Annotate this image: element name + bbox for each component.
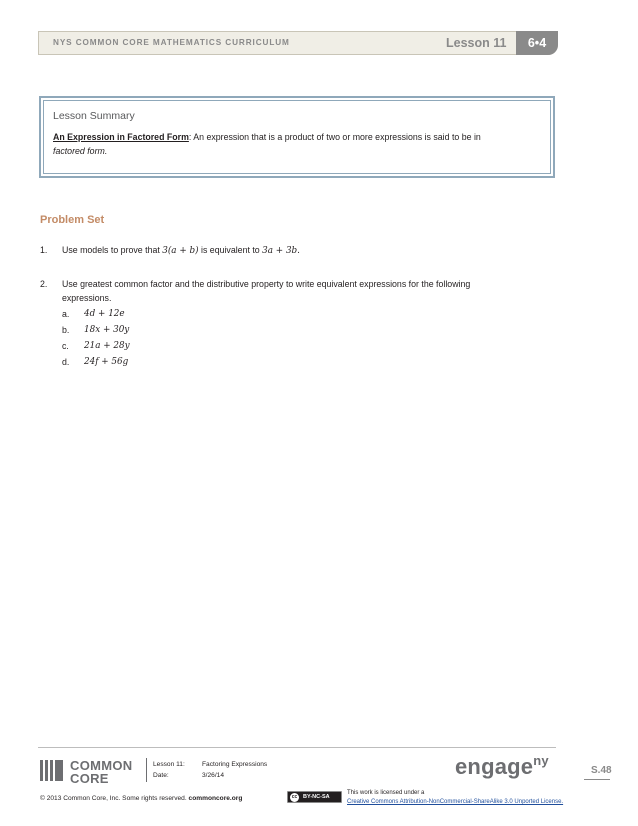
cc-icon: cc <box>291 794 298 800</box>
problem-2a-expression: 4d + 12e <box>84 309 125 319</box>
footer-divider <box>146 758 147 782</box>
problem-2b-expression: 18x + 30y <box>84 325 130 335</box>
problem-2c-expression: 21a + 28y <box>84 341 130 351</box>
cc-badge-label: BY-NC-SA <box>303 794 330 800</box>
definition-term: An Expression in Factored Form <box>53 132 189 142</box>
problem-2d-label: d. <box>62 357 70 367</box>
lesson-number: Lesson 11 <box>446 36 507 50</box>
license-intro: This work is licensed under a <box>347 790 425 796</box>
definition-text-end: factored form. <box>53 146 108 156</box>
problem-1-number: 1. <box>40 245 48 255</box>
footer-lesson-title: Factoring Expressions <box>202 761 268 768</box>
lesson-summary-title: Lesson Summary <box>53 110 135 122</box>
common-core-logo-icon <box>40 760 65 781</box>
curriculum-title: NYS COMMON CORE MATHEMATICS CURRICULUM <box>53 38 290 47</box>
problem-2-text-line-2: expressions. <box>62 293 112 303</box>
problem-1-text <box>62 245 300 256</box>
footer-rule <box>38 747 556 748</box>
problem-1-math-1: 3(a + b) <box>162 246 199 256</box>
problem-2c-label: c. <box>62 341 69 351</box>
copyright-site-link[interactable]: commoncore.org <box>188 795 243 802</box>
logo-text-core: CORE <box>70 771 109 786</box>
engage-text: engage <box>455 754 534 779</box>
problem-set-title: Problem Set <box>40 214 105 226</box>
page-number: S.48 <box>591 765 612 776</box>
problem-2-text-line-1: Use greatest common factor and the distributive property to write equivalent expressions for the following <box>62 279 471 289</box>
footer-date-label: Date: <box>153 772 169 779</box>
problem-2d-expression: 24f + 56g <box>84 357 129 367</box>
ny-text: ny <box>533 753 549 768</box>
problem-2b-label: b. <box>62 325 70 335</box>
copyright-text: © 2013 Common Core, Inc. Some rights reserved. <box>40 795 189 802</box>
problem-1-math-2: 3a + 3b. <box>262 246 300 256</box>
page-number-underline <box>584 779 610 780</box>
engageny-logo <box>455 753 549 779</box>
grade-module-badge <box>516 31 558 55</box>
logo-text-common: COMMON <box>70 758 133 773</box>
problem-1-text-middle: is equivalent to <box>198 245 263 255</box>
problem-1-text-before: Use models to prove that <box>62 245 163 255</box>
grade-module-label: 6•4 <box>527 36 547 50</box>
definition-text: : An expression that is a product of two or more expressions is said to be in <box>188 132 481 142</box>
copyright-notice <box>40 795 242 802</box>
license-link[interactable]: Creative Commons Attribution-NonCommercial-ShareAlike 3.0 Unported License. <box>347 799 564 805</box>
problem-2a-label: a. <box>62 309 70 319</box>
cc-license-badge[interactable] <box>287 791 342 803</box>
footer-date-value: 3/26/14 <box>202 772 224 779</box>
footer-lesson-label: Lesson 11: <box>153 761 185 768</box>
lesson-summary-definition <box>53 132 481 142</box>
problem-2-number: 2. <box>40 279 48 289</box>
